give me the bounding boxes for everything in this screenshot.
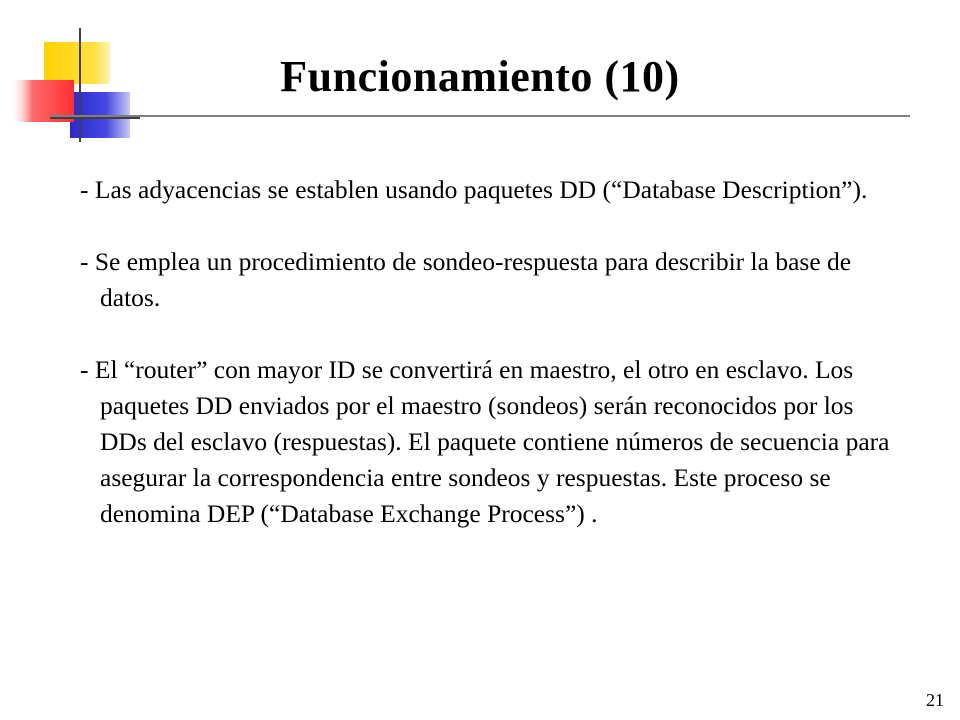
page-number: 21 <box>926 690 944 710</box>
slide-title: Funcionamiento (10) <box>280 52 680 101</box>
bullet-paragraph-3: - El “router” con mayor ID se convertirá en maestro, el otro en esclavo. Los paquetes DD enviados por el maestro (sondeos) serán reconocidos por los DDs del esclavo (respuestas). El paquete contiene números de secuencia para asegurar la correspondencia entre sondeos y respuestas. Este proceso se denomina DEP (“Database Exchange Process”) . <box>80 355 890 528</box>
slide-body <box>80 172 900 568</box>
title-underline <box>50 115 910 117</box>
bullet-paragraph-2: - Se emplea un procedimiento de sondeo-respuesta para describir la base de datos. <box>80 247 852 312</box>
bullet-paragraph-1: - Las adyacencias se establen usando paquetes DD (“Database Description”). <box>80 175 868 204</box>
